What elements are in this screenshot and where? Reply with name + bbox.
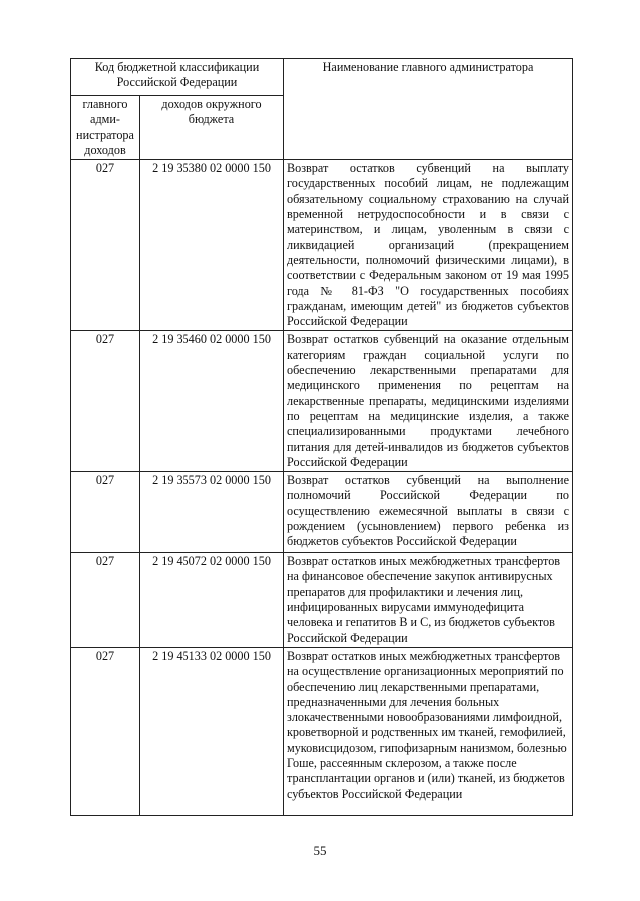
header-budget-code-group: Код бюджетной классификации Российской Федерации xyxy=(71,59,284,96)
administrator-name-cell: Возврат остатков субвенций на выполнение полномочий Российской Федерации по осуществлению ежемесячной выплаты в связи с рождением (усыновлением) первого ребенка из бюджетов субъектов Российской Федерации xyxy=(284,472,573,553)
table-row xyxy=(71,160,573,331)
admin-code-cell: 027 xyxy=(71,160,140,331)
table-header-row xyxy=(71,59,573,96)
table-row xyxy=(71,472,573,553)
budget-code-cell: 2 19 35573 02 0000 150 xyxy=(140,472,284,553)
header-administrator-name: Наименование главного администратора xyxy=(284,59,573,160)
page-number: 55 xyxy=(313,843,327,858)
administrator-name-cell: Возврат остатков иных межбюджетных трансфертов на осуществление организационных мероприятий по обеспечению лиц лекарственными препаратами, предназначенными для лечения больных злокачественными новообразованиями лимфоидной, кроветворной и родственных им тканей, гемофилией, муковисцидозом, гипофизарным нанизмом, болезнью Гоше, рассеянным склерозом, а также после трансплантации органов и (или) тканей, из бюджетов субъектов Российской Федерации xyxy=(284,647,573,815)
admin-code-cell: 027 xyxy=(71,647,140,815)
admin-code-cell: 027 xyxy=(71,553,140,648)
header-district-budget-revenue: доходов окружного бюджета xyxy=(140,96,284,160)
budget-code-cell: 2 19 45133 02 0000 150 xyxy=(140,647,284,815)
administrator-name-cell: Возврат остатков субвенций на выплату государственных пособий лицам, не подлежащим обязательному социальному страхованию на случай временной нетрудоспособности и в связи с материнством, и лицам, уволенным в связи с ликвидацией организаций (прекращением деятельности, полномочий физическими лицами), в соответствии с Федеральным законом от 19 мая 1995 года № 81-ФЗ "О государственных пособиях гражданам, имеющим детей" из бюджетов субъектов Российской Федерации xyxy=(284,160,573,331)
table-row xyxy=(71,647,573,815)
budget-code-cell: 2 19 35460 02 0000 150 xyxy=(140,331,284,472)
admin-code-cell: 027 xyxy=(71,331,140,472)
budget-code-cell: 2 19 35380 02 0000 150 xyxy=(140,160,284,331)
table-row xyxy=(71,331,573,472)
budget-code-cell: 2 19 45072 02 0000 150 xyxy=(140,553,284,648)
admin-code-cell: 027 xyxy=(71,472,140,553)
administrator-name-cell: Возврат остатков иных межбюджетных трансфертов на финансовое обеспечение закупок антивирусных препаратов для профилактики и лечения лиц, инфицированных вирусами иммунодефицита человека и гепатитов В и С, из бюджетов субъектов Российской Федерации xyxy=(284,553,573,648)
administrator-name-cell: Возврат остатков субвенций на оказание отдельным категориям граждан социальной услуги по обеспечению лекарственными препаратами для медицинского применения по рецептам на лекарственные препараты, медицинскими изделиями по рецептам на медицинские изделия, а также специализированными продуктами лечебного питания для детей-инвалидов из бюджетов субъектов Российской Федерации xyxy=(284,331,573,472)
header-main-administrator: главного адми-нистратора доходов xyxy=(71,96,140,160)
table-row xyxy=(71,553,573,648)
budget-classification-table xyxy=(70,58,573,816)
